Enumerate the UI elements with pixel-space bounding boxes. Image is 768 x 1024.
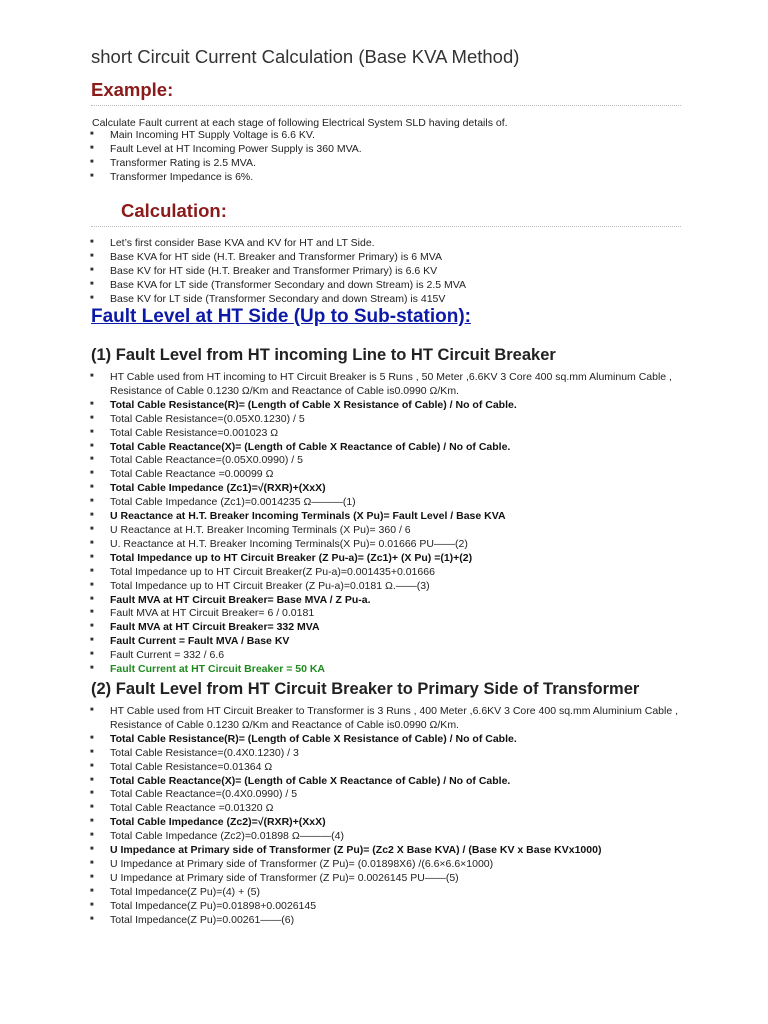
list-item: ■ Transformer Rating is 2.5 MVA. bbox=[90, 157, 690, 171]
list-item: ■ U Reactance at H.T. Breaker Incoming Terminals (X Pu)= 360 / 6 bbox=[90, 524, 690, 538]
list-item: ■ Main Incoming HT Supply Voltage is 6.6 KV. bbox=[90, 129, 690, 143]
list-item: ■ Fault Level at HT Incoming Power Supply is 360 MVA. bbox=[90, 143, 690, 157]
page-title: short Circuit Current Calculation (Base KVA Method) bbox=[91, 46, 520, 67]
list-item: ■ Fault MVA at HT Circuit Breaker= Base MVA / Z Pu-a. bbox=[90, 594, 690, 608]
list-item: ■ Total Cable Impedance (Zc2)=0.01898 Ω———(4) bbox=[90, 830, 690, 844]
list-item: ■ HT Cable used from HT incoming to HT Circuit Breaker is 5 Runs , 50 Meter ,6.6KV 3 Core 400 sq.mm Aluminum Cable , Resistance of Cable 0.1230 Ω/Km and Reactance of Cable is0.0990 Ω/Km. bbox=[90, 371, 690, 399]
divider bbox=[91, 226, 681, 227]
list-item: ■ Total Cable Resistance=0.01364 Ω bbox=[90, 761, 690, 775]
list-item: ■ Total Cable Impedance (Zc2)=√(RXR)+(XxX) bbox=[90, 816, 690, 830]
list-item: ■ U Impedance at Primary side of Transformer (Z Pu)= 0.0026145 PU——(5) bbox=[90, 872, 690, 886]
list-item: ■ Total Cable Resistance=0.001023 Ω bbox=[90, 427, 690, 441]
list-item: ■ Total Impedance up to HT Circuit Breaker (Z Pu-a)= (Zc1)+ (X Pu) =(1)+(2) bbox=[90, 552, 690, 566]
list-item: ■ Total Cable Reactance=(0.05X0.0990) / 5 bbox=[90, 454, 690, 468]
list-item: ■ Total Cable Resistance(R)= (Length of Cable X Resistance of Cable) / No of Cable. bbox=[90, 733, 690, 747]
list-item: ■ Total Cable Resistance=(0.4X0.1230) / 3 bbox=[90, 747, 690, 761]
list-item: ■ Fault MVA at HT Circuit Breaker= 6 / 0.0181 bbox=[90, 607, 690, 621]
list-item: ■ Total Cable Impedance (Zc1)=0.0014235 Ω———(1) bbox=[90, 496, 690, 510]
part2-heading: (2) Fault Level from HT Circuit Breaker to Primary Side of Transformer bbox=[91, 680, 640, 698]
example-list bbox=[90, 129, 690, 185]
list-item: ■ Total Cable Reactance=(0.4X0.0990) / 5 bbox=[90, 788, 690, 802]
list-item: ■ Let’s first consider Base KVA and KV for HT and LT Side. bbox=[90, 237, 690, 251]
calculation-list bbox=[90, 237, 690, 307]
part1-heading: (1) Fault Level from HT incoming Line to HT Circuit Breaker bbox=[91, 346, 556, 364]
calculation-heading: Calculation: bbox=[121, 200, 227, 221]
list-item: ■ Total Cable Reactance =0.00099 Ω bbox=[90, 468, 690, 482]
list-item: ■ Base KV for HT side (H.T. Breaker and Transformer Primary) is 6.6 KV bbox=[90, 265, 690, 279]
section-heading: Fault Level at HT Side (Up to Sub-station): bbox=[91, 306, 471, 327]
list-item: ■ Total Impedance(Z Pu)=0.00261——(6) bbox=[90, 914, 690, 928]
list-item: ■ Total Cable Resistance=(0.05X0.1230) / 5 bbox=[90, 413, 690, 427]
list-item: ■ Total Impedance up to HT Circuit Breaker (Z Pu-a)=0.0181 Ω.——(3) bbox=[90, 580, 690, 594]
list-item: ■ Base KVA for LT side (Transformer Secondary and down Stream) is 2.5 MVA bbox=[90, 279, 690, 293]
list-item: ■ Total Impedance(Z Pu)=(4) + (5) bbox=[90, 886, 690, 900]
example-heading: Example: bbox=[91, 79, 174, 100]
list-item: ■ U Reactance at H.T. Breaker Incoming Terminals (X Pu)= Fault Level / Base KVA bbox=[90, 510, 690, 524]
list-item: ■ Fault Current = Fault MVA / Base KV bbox=[90, 635, 690, 649]
list-item: ■ Total Impedance up to HT Circuit Breaker(Z Pu-a)=0.001435+0.01666 bbox=[90, 566, 690, 580]
list-item: ■ U Impedance at Primary side of Transformer (Z Pu)= (0.01898X6) /(6.6×6.6×1000) bbox=[90, 858, 690, 872]
part2-list bbox=[90, 705, 690, 928]
list-item: ■ Fault MVA at HT Circuit Breaker= 332 MVA bbox=[90, 621, 690, 635]
list-item: ■ Base KVA for HT side (H.T. Breaker and Transformer Primary) is 6 MVA bbox=[90, 251, 690, 265]
list-item: ■ U. Reactance at H.T. Breaker Incoming Terminals(X Pu)= 0.01666 PU——(2) bbox=[90, 538, 690, 552]
list-item: ■ Total Impedance(Z Pu)=0.01898+0.0026145 bbox=[90, 900, 690, 914]
list-item: ■ HT Cable used from HT Circuit Breaker to Transformer is 3 Runs , 400 Meter ,6.6KV 3 Core 400 sq.mm Aluminium Cable , Resistance of Cable 0.1230 Ω/Km and Reactance of Cable is0.0990 Ω/Km. bbox=[90, 705, 690, 733]
list-item: ■ Transformer Impedance is 6%. bbox=[90, 171, 690, 185]
list-item: ■ Base KV for LT side (Transformer Secondary and down Stream) is 415V bbox=[90, 293, 690, 307]
list-item: ■ Total Cable Reactance(X)= (Length of Cable X Reactance of Cable) / No of Cable. bbox=[90, 775, 690, 789]
list-item: ■ Fault Current at HT Circuit Breaker = 50 KA bbox=[90, 663, 690, 677]
list-item: ■ Fault Current = 332 / 6.6 bbox=[90, 649, 690, 663]
part1-list bbox=[90, 371, 690, 677]
example-intro: Calculate Fault current at each stage of following Electrical System SLD having details of. bbox=[92, 117, 508, 129]
list-item: ■ U Impedance at Primary side of Transformer (Z Pu)= (Zc2 X Base KVA) / (Base KV x Base KVx1000) bbox=[90, 844, 690, 858]
list-item: ■ Total Cable Reactance(X)= (Length of Cable X Reactance of Cable) / No of Cable. bbox=[90, 441, 690, 455]
list-item: ■ Total Cable Impedance (Zc1)=√(RXR)+(XxX) bbox=[90, 482, 690, 496]
divider bbox=[91, 105, 681, 106]
list-item: ■ Total Cable Resistance(R)= (Length of Cable X Resistance of Cable) / No of Cable. bbox=[90, 399, 690, 413]
list-item: ■ Total Cable Reactance =0.01320 Ω bbox=[90, 802, 690, 816]
